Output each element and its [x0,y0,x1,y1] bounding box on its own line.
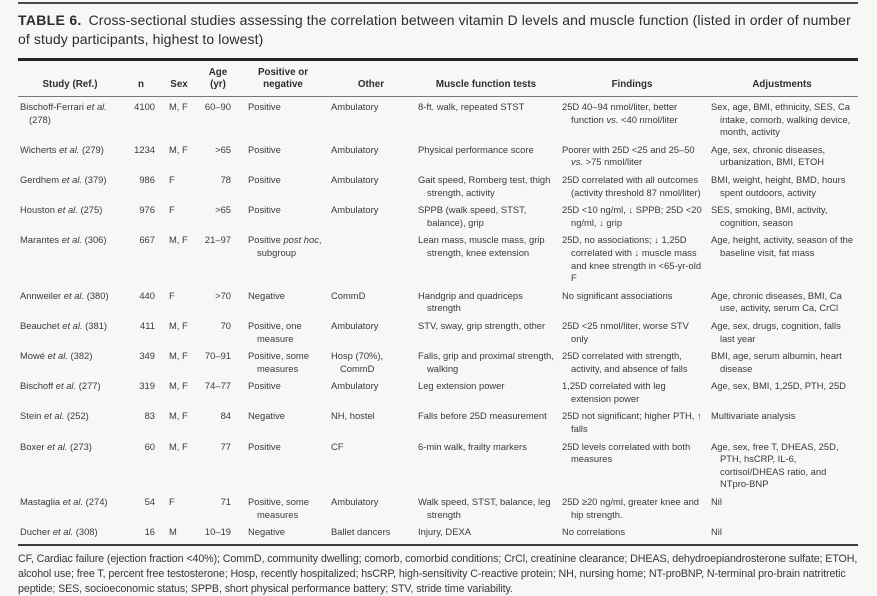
table-row [18,438,858,493]
cell-tests: Physical performance score [418,143,534,155]
cell-age: 77 [220,440,231,452]
cell-study: Marantes et al. (306) [20,234,107,246]
table-row [18,232,858,287]
table-row [18,202,858,232]
cell-n: 986 [139,173,155,185]
cell-other: Ambulatory [331,496,379,508]
cell-n: 319 [139,380,155,392]
cell-tests: Injury, DEXA [418,526,471,538]
cell-other: Ambulatory [331,380,379,392]
cell-tests: 6-min walk, frailty markers [418,440,527,452]
cell-findings: 25D not significant; higher PTH, ↑ falls [562,410,702,435]
cell-posneg: Negative [248,526,286,538]
cell-posneg: Positive, one measure [248,319,302,344]
col-header-tests: Muscle function tests [414,61,558,97]
cell-posneg: Positive [248,143,281,155]
cell-adjustments: Age, sex, chronic diseases, urbanization, BMI, ETOH [711,143,826,168]
cell-adjustments: Age, sex, free T, DHEAS, 25D, PTH, hsCRP, IL-6, cortisol/DHEAS ratio, and NTpro-BNP [711,440,839,490]
cell-tests: Leg extension power [418,380,505,392]
cell-age: 84 [220,410,231,422]
cell-tests: Walk speed, STST, balance, leg strength [418,496,551,520]
cell-age: 60–90 [204,101,231,112]
cell-other: Ambulatory [331,173,379,185]
cell-tests: SPPB (walk speed, STST, balance), grip [418,204,527,228]
cell-other: CF [331,440,344,452]
cell-posneg: Positive [248,204,281,216]
cell-findings: 25D, no associations; ↓ 1,25D correlated with ↓ muscle mass and knee strength in <65-yr-old F [562,234,702,284]
cell-n: 411 [140,319,155,331]
top-rule [18,2,858,4]
cell-n: 16 [144,526,155,538]
cell-age: >65 [215,204,231,216]
cell-age: 78 [220,173,231,185]
cell-study: Bischoff-Ferrari et al. (278) [20,101,107,125]
cell-study: Boxer et al. (273) [20,440,92,452]
cell-other: CommD [331,289,366,301]
table-row [18,524,858,542]
cell-age: >70 [215,289,231,301]
cell-other: Hosp (70%), CommD [331,350,384,374]
cell-findings: Poorer with 25D <25 and 25–50 vs. >75 nmol/liter [562,143,695,168]
cell-adjustments: SES, smoking, BMI, activity, cognition, season [711,204,828,228]
studies-table [18,61,858,541]
cell-posneg: Positive, some measures [248,350,309,374]
cell-sex: F [169,289,175,301]
table-row [18,287,858,317]
cell-adjustments: Nil [711,526,722,538]
cell-study: Annweiler et al. (380) [20,289,109,301]
col-header-adjustments: Adjustments [706,61,858,97]
cell-adjustments: Age, height, activity, season of the baseline visit, fat mass [711,234,854,258]
cell-n: 667 [139,234,155,246]
col-header-n: n [122,61,160,97]
cell-tests: Falls, grip and proximal strength, walking [418,350,554,374]
col-header-age: Age (yr) [198,61,238,97]
cell-sex: M, F [169,350,188,362]
cell-other: Ambulatory [331,101,379,112]
cell-sex: M, F [169,440,188,452]
cell-sex: M, F [169,234,188,246]
cell-sex: M, F [169,143,188,155]
cell-study: Mowé et al. (382) [20,350,93,362]
cell-tests: Gait speed, Romberg test, thigh strength, activity [418,173,551,198]
cell-posneg: Positive [248,101,281,112]
col-header-other: Other [328,61,414,97]
cell-age: 74–77 [204,380,231,392]
cell-n: 976 [139,204,155,216]
cell-posneg: Positive [248,173,281,185]
table-row [18,348,858,378]
cell-age: 71 [220,496,231,508]
cell-study: Mastaglia et al. (274) [20,496,108,508]
cell-tests: STV, sway, grip strength, other [418,319,546,331]
cell-posneg: Positive [248,440,281,452]
table-row [18,171,858,201]
cell-posneg: Negative [248,410,286,422]
footnote: CF, Cardiac failure (ejection fraction <40%); CommD, community dwelling; comorb, comorbid conditions; CrCl, creatinine clearance; DHEAS, dehydroepiandrosterone sulfate; ETOH, alcohol use; free T, percent free testosterone; Hosp, recently hospitalized; hsCRP, high-sensitivity C-reactive protein; NH, nursing home; NT-proBNP, N-terminal pro-brain natritretic peptide; SES, socioeconomic status; SPPB, short physical performance battery; STV, stride time variability. [18,553,858,595]
cell-tests: Falls before 25D measurement [418,410,547,422]
cell-study: Bischoff et al. (277) [20,380,101,392]
cell-n: 54 [144,496,155,508]
cell-n: 83 [144,410,155,422]
cell-sex: M, F [169,101,188,112]
table-caption: Cross-sectional studies assessing the correlation between vitamin D levels and muscle function (listed in order of number of study participants, highest to lowest) [18,12,851,47]
cell-sex: M, F [169,380,188,392]
cell-adjustments: Age, chronic diseases, BMI, Ca use, activity, serum Ca, CrCl [711,289,842,314]
cell-posneg: Positive, some measures [248,496,309,520]
cell-adjustments: Nil [711,496,722,508]
col-header-findings: Findings [558,61,706,97]
cell-posneg: Positive [248,380,281,392]
cell-findings: No correlations [562,526,626,538]
cell-adjustments: Age, sex, BMI, 1,25D, PTH, 25D [711,380,846,392]
cell-sex: M, F [169,410,188,422]
table-row [18,378,858,408]
cell-age: 70 [220,319,231,331]
cell-findings: 25D correlated with strength, activity, and absence of falls [562,350,688,374]
cell-findings: 25D <10 ng/ml, ↓ SPPB; 25D <20 ng/ml, ↓ grip [562,204,702,228]
cell-findings: 25D ≥20 ng/ml, greater knee and hip strength. [562,496,699,520]
cell-study: Ducher et al. (308) [20,526,98,538]
col-header-sex: Sex [160,61,198,97]
cell-tests: 8-ft. walk, repeated STST [418,101,525,112]
cell-findings: 25D levels correlated with both measures [562,440,691,465]
cell-findings: 25D correlated with all outcomes (activity threshold 87 nmol/liter) [562,173,701,198]
cell-age: >65 [215,143,231,155]
cell-adjustments: Age, sex, drugs, cognition, falls last year [711,319,841,344]
cell-tests: Handgrip and quadriceps strength [418,289,523,314]
cell-other: Ambulatory [331,319,379,331]
cell-findings: 1,25D correlated with leg extension power [562,380,666,404]
table-row [18,317,858,347]
cell-findings: 25D <25 nmol/liter, worse STV only [562,319,689,344]
table-row [18,97,858,142]
cell-n: 4100 [134,101,155,112]
table-row [18,141,858,171]
cell-study: Gerdhem et al. (379) [20,173,107,185]
table-row [18,494,858,524]
cell-study: Beauchet et al. (381) [20,319,108,331]
cell-other: Ambulatory [331,204,379,216]
cell-study: Stein et al. (252) [20,410,89,422]
cell-posneg: Positive post hoc, subgroup [248,234,322,258]
cell-sex: F [169,204,175,216]
footnote-rule [18,544,858,546]
cell-other [328,232,414,287]
cell-adjustments: BMI, age, serum albumin, heart disease [711,350,842,374]
cell-n: 60 [144,440,155,452]
col-header-study: Study (Ref.) [18,61,122,97]
cell-findings: 25D 40–94 nmol/liter, better function vs. <40 nmol/liter [562,101,678,125]
cell-sex: M [169,526,177,538]
table-body [18,97,858,542]
table-header-row [18,61,858,97]
cell-other: Ambulatory [331,143,379,155]
table-sheet [18,2,858,596]
table-number: TABLE 6. [18,12,82,28]
table-header [18,61,858,97]
cell-age: 21–97 [204,234,231,246]
cell-findings: No significant associations [562,289,673,301]
table-title [18,11,858,49]
table-row [18,408,858,438]
cell-n: 440 [139,289,155,301]
cell-age: 70–91 [204,350,231,362]
cell-sex: F [169,173,175,185]
cell-age: 10–19 [204,526,231,538]
cell-study: Houston et al. (275) [20,204,103,216]
cell-posneg: Negative [248,289,286,301]
cell-adjustments: BMI, weight, height, BMD, hours spent outdoors, activity [711,173,846,198]
cell-adjustments: Multivariate analysis [711,410,796,422]
col-header-posneg: Positive or negative [238,61,328,97]
cell-other: Ballet dancers [331,526,391,538]
cell-n: 1234 [134,143,155,155]
cell-study: Wicherts et al. (279) [20,143,104,155]
cell-tests: Lean mass, muscle mass, grip strength, knee extension [418,234,545,258]
cell-n: 349 [139,350,155,362]
cell-other: NH, hostel [331,410,375,422]
cell-sex: M, F [169,319,188,331]
cell-sex: F [169,496,175,508]
cell-adjustments: Sex, age, BMI, ethnicity, SES, Ca intake, comorb, walking device, month, activity [711,101,851,138]
